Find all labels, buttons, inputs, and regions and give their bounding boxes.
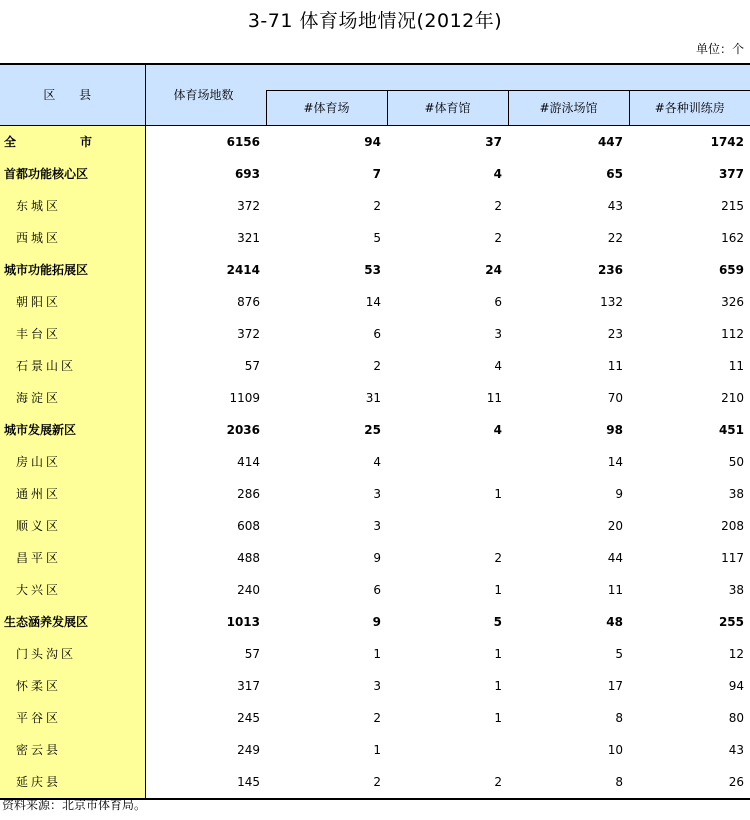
cell-training: 1742 xyxy=(710,134,744,149)
cell-pool: 236 xyxy=(597,262,623,277)
cell-training: 377 xyxy=(718,166,744,181)
table-row xyxy=(0,702,750,734)
table-row xyxy=(0,574,750,606)
table-row xyxy=(0,478,750,510)
cell-total: 57 xyxy=(244,358,260,373)
table-row xyxy=(0,254,750,286)
cell-pool: 65 xyxy=(606,166,623,181)
cell-pool: 11 xyxy=(607,358,623,373)
header-training: #各种训练房 xyxy=(629,90,750,125)
table-row xyxy=(0,286,750,318)
cell-gym: 5 xyxy=(493,614,502,629)
table-row xyxy=(0,350,750,382)
row-district: 顺义区 xyxy=(0,510,145,542)
row-district: 房山区 xyxy=(0,446,145,478)
cell-total: 372 xyxy=(237,326,260,341)
row-district: 平谷区 xyxy=(0,702,145,734)
table-row xyxy=(0,382,750,414)
row-district: 朝阳区 xyxy=(0,286,145,318)
cell-gym: 1 xyxy=(494,646,502,661)
cell-gym: 37 xyxy=(485,134,502,149)
cell-total: 145 xyxy=(145,766,266,799)
cell-training: 112 xyxy=(721,326,744,341)
cell-training: 210 xyxy=(721,390,744,405)
cell-total: 57 xyxy=(244,646,260,661)
table-row xyxy=(0,190,750,222)
cell-stadium: 6 xyxy=(373,326,381,341)
cell-gym: 11 xyxy=(486,390,502,405)
cell-pool: 44 xyxy=(607,550,623,565)
cell-training: 451 xyxy=(718,422,744,437)
cell-total: 1013 xyxy=(226,614,260,629)
cell-total: 6156 xyxy=(226,134,260,149)
cell-total: 608 xyxy=(237,518,260,533)
cell-training: 38 xyxy=(728,486,744,501)
row-district: 东城区 xyxy=(0,190,145,222)
cell-pool: 14 xyxy=(607,454,623,469)
table-row xyxy=(0,542,750,574)
table-row xyxy=(0,318,750,350)
cell-pool: 20 xyxy=(607,518,623,533)
row-district: 丰台区 xyxy=(0,318,145,350)
cell-pool: 10 xyxy=(607,742,623,757)
cell-pool: 11 xyxy=(607,582,623,597)
cell-pool: 447 xyxy=(597,134,623,149)
cell-training: 50 xyxy=(728,454,744,469)
cell-pool: 98 xyxy=(606,422,623,437)
cell-stadium: 1 xyxy=(373,742,381,757)
cell-total: 240 xyxy=(237,582,260,597)
cell-training: 80 xyxy=(728,710,744,725)
cell-total: 372 xyxy=(237,198,260,213)
row-district: 首都功能核心区 xyxy=(0,158,145,190)
cell-pool: 70 xyxy=(607,390,623,405)
cell-gym: 2 xyxy=(494,550,502,565)
header-total: 体育场地数 xyxy=(145,64,266,125)
table-row xyxy=(0,670,750,702)
cell-training: 43 xyxy=(728,742,744,757)
cell-stadium: 5 xyxy=(373,230,381,245)
cell-gym: 24 xyxy=(485,262,502,277)
header-stadium: #体育场 xyxy=(266,90,387,125)
row-district: 城市发展新区 xyxy=(0,414,145,446)
cell-training: 215 xyxy=(721,198,744,213)
header-gym: #体育馆 xyxy=(387,90,508,125)
cell-training: 11 xyxy=(728,358,744,373)
table-row xyxy=(0,734,750,766)
cell-training: 162 xyxy=(721,230,744,245)
row-district: 生态涵养发展区 xyxy=(0,606,145,638)
cell-gym: 3 xyxy=(494,326,502,341)
cell-total: 414 xyxy=(237,454,260,469)
cell-pool: 8 xyxy=(615,710,623,725)
cell-pool: 17 xyxy=(607,678,623,693)
cell-training: 255 xyxy=(718,614,744,629)
table-row xyxy=(0,638,750,670)
cell-gym: 4 xyxy=(493,422,502,437)
cell-stadium: 14 xyxy=(365,294,381,309)
cell-total: 693 xyxy=(234,166,260,181)
header-pool: #游泳场馆 xyxy=(508,90,629,125)
cell-training: 26 xyxy=(629,766,750,799)
cell-stadium: 53 xyxy=(364,262,381,277)
source-note: 资料来源：北京市体育局。 xyxy=(2,798,147,812)
cell-total: 249 xyxy=(237,742,260,757)
header-district: 区 县 xyxy=(0,64,145,125)
cell-stadium: 9 xyxy=(373,550,381,565)
cell-total: 245 xyxy=(237,710,260,725)
cell-stadium: 94 xyxy=(364,134,381,149)
cell-gym: 2 xyxy=(494,198,502,213)
header-subgroup-spacer xyxy=(266,64,750,90)
row-district: 密云县 xyxy=(0,734,145,766)
cell-training: 659 xyxy=(718,262,744,277)
table-row xyxy=(0,222,750,254)
row-district: 怀柔区 xyxy=(0,670,145,702)
cell-stadium: 3 xyxy=(373,678,381,693)
cell-training: 38 xyxy=(728,582,744,597)
cell-total: 876 xyxy=(237,294,260,309)
cell-stadium: 3 xyxy=(373,486,381,501)
cell-total: 2036 xyxy=(226,422,260,437)
cell-pool: 5 xyxy=(615,646,623,661)
row-district: 大兴区 xyxy=(0,574,145,606)
row-district: 西城区 xyxy=(0,222,145,254)
row-district: 昌平区 xyxy=(0,542,145,574)
cell-stadium: 1 xyxy=(373,646,381,661)
cell-total: 1109 xyxy=(229,390,260,405)
cell-stadium: 9 xyxy=(372,614,381,629)
cell-stadium: 4 xyxy=(373,454,381,469)
cell-training: 326 xyxy=(721,294,744,309)
cell-stadium: 3 xyxy=(373,518,381,533)
cell-gym: 1 xyxy=(494,678,502,693)
row-district: 城市功能拓展区 xyxy=(0,254,145,286)
table-row xyxy=(0,158,750,190)
cell-pool: 43 xyxy=(607,198,623,213)
cell-total: 488 xyxy=(237,550,260,565)
table-row xyxy=(0,766,750,799)
table-row xyxy=(0,606,750,638)
cell-total: 2414 xyxy=(226,262,260,277)
table-row xyxy=(0,446,750,478)
row-district: 门头沟区 xyxy=(0,638,145,670)
cell-total: 286 xyxy=(237,486,260,501)
cell-pool: 22 xyxy=(607,230,623,245)
cell-stadium: 25 xyxy=(364,422,381,437)
row-district: 海淀区 xyxy=(0,382,145,414)
cell-gym xyxy=(387,510,508,542)
cell-stadium: 2 xyxy=(373,198,381,213)
cell-total: 321 xyxy=(237,230,260,245)
cell-stadium: 31 xyxy=(365,390,381,405)
cell-stadium: 2 xyxy=(373,358,381,373)
row-district: 通州区 xyxy=(0,478,145,510)
cell-gym: 4 xyxy=(494,358,502,373)
unit-label: 单位：个 xyxy=(695,42,744,56)
table-row xyxy=(0,125,750,158)
cell-training: 208 xyxy=(721,518,744,533)
cell-stadium: 7 xyxy=(372,166,381,181)
row-district: 全 市 xyxy=(0,125,145,158)
cell-gym: 1 xyxy=(494,582,502,597)
cell-training: 12 xyxy=(728,646,744,661)
cell-gym: 6 xyxy=(494,294,502,309)
row-district: 石景山区 xyxy=(0,350,145,382)
cell-gym: 1 xyxy=(494,486,502,501)
cell-gym: 2 xyxy=(387,766,508,799)
sports-venues-table xyxy=(0,63,750,800)
cell-stadium: 2 xyxy=(373,710,381,725)
cell-gym: 1 xyxy=(494,710,502,725)
cell-gym: 4 xyxy=(493,166,502,181)
cell-stadium: 2 xyxy=(266,766,387,799)
cell-training: 117 xyxy=(721,550,744,565)
row-district: 延庆县 xyxy=(0,766,145,799)
cell-pool: 132 xyxy=(600,294,623,309)
cell-total: 317 xyxy=(237,678,260,693)
table-row xyxy=(0,414,750,446)
cell-stadium: 6 xyxy=(373,582,381,597)
table-row xyxy=(0,510,750,542)
cell-pool: 8 xyxy=(508,766,629,799)
cell-pool: 9 xyxy=(615,486,623,501)
page-title: 3-71 体育场地情况(2012年) xyxy=(247,10,503,32)
cell-gym: 2 xyxy=(494,230,502,245)
cell-pool: 23 xyxy=(607,326,623,341)
cell-gym xyxy=(387,446,508,478)
cell-gym xyxy=(387,734,508,766)
cell-pool: 48 xyxy=(606,614,623,629)
cell-training: 94 xyxy=(728,678,744,693)
